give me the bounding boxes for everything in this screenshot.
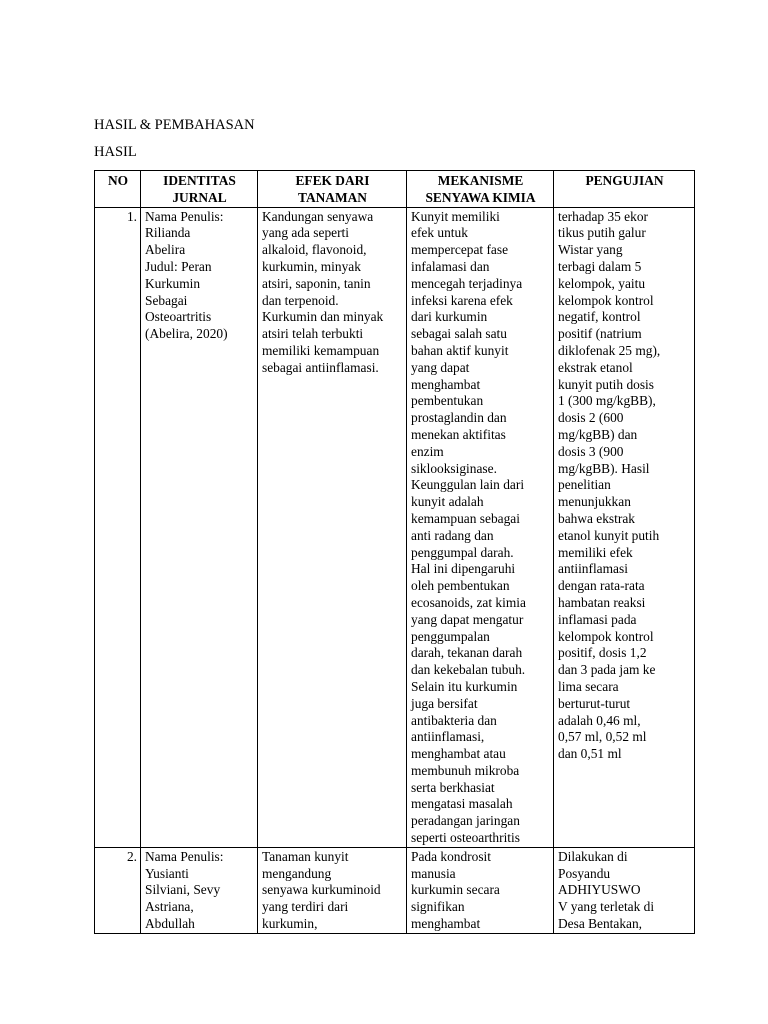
cell-text-line: kurkumin secara (411, 882, 500, 898)
cell-text-line: ADHIYUSWO (558, 882, 641, 898)
cell-text-line: siklooksiginase. (411, 460, 497, 476)
cell-text-line: Nama Penulis: (145, 208, 224, 224)
cell-text-line: memiliki efek (558, 544, 633, 560)
cell-text-line: Judul: Peran (145, 258, 212, 274)
cell-text-line: penelitian (558, 477, 611, 493)
cell-text-line: yang ada seperti (262, 225, 349, 241)
cell-text-line: negatif, kontrol (558, 309, 641, 325)
cell-text-line: TANAMAN (298, 189, 367, 205)
cell-text-line: bahan aktif kunyit (411, 342, 509, 358)
subsection-heading: HASIL (94, 144, 137, 160)
cell-text-line: PENGUJIAN (585, 173, 664, 188)
cell-text-line: mg/kgBB). Hasil (558, 460, 650, 476)
identitas-jurnal-cell (141, 207, 258, 847)
cell-text-line: mengandung (262, 865, 332, 881)
cell-text-line: lima secara (558, 678, 619, 694)
cell-text-line: Kurkumin dan minyak (262, 309, 384, 325)
cell-text-line: MEKANISME (437, 173, 524, 188)
cell-text-line: infalamasi dan (411, 258, 490, 274)
cell-text-line: menghambat atau (411, 746, 506, 762)
cell-text-line: kemampuan sebagai (411, 510, 520, 526)
cell-text-line: Posyandu (558, 865, 611, 881)
section-heading: HASIL & PEMBAHASAN (94, 117, 255, 133)
cell-text-line: mencegah terjadinya (411, 275, 523, 291)
cell-text-line: mempercepat fase (411, 242, 509, 258)
cell-text-line: menghambat (411, 916, 481, 932)
cell-text-line: menghambat (411, 376, 481, 392)
cell-text-line: Dilakukan di (558, 848, 628, 864)
cell-text-line: oleh pembentukan (411, 578, 510, 594)
cell-text-line: menekan aktifitas (411, 426, 506, 442)
cell-text-line: dan kekebalan tubuh. (411, 662, 526, 678)
cell-text-line: mengatasi masalah (411, 796, 513, 812)
cell-text-line: kunyit putih dosis (558, 376, 654, 392)
cell-text-line: antibakteria dan (411, 712, 497, 728)
cell-text-line: Hal ini dipengaruhi (411, 561, 516, 577)
cell-text-line: ekstrak etanol (558, 359, 633, 375)
cell-text-line: Sebagai (145, 292, 188, 308)
header-no (95, 171, 141, 208)
cell-text-line: dan 3 pada jam ke (558, 662, 656, 678)
cell-text-line: menunjukkan (558, 494, 631, 510)
row-number: 1. (95, 207, 141, 847)
cell-text-line: Kandungan senyawa (262, 208, 374, 224)
cell-text-line: tikus putih galur (558, 225, 646, 241)
cell-text-line: NO (107, 173, 129, 188)
cell-text-line: 1 (300 mg/kgBB), (558, 393, 656, 409)
cell-text-line: Kunyit memiliki (411, 208, 500, 224)
cell-text-line: etanol kunyit putih (558, 527, 660, 543)
cell-text-line: yang terdiri dari (262, 899, 349, 915)
cell-text-line: Yusianti (145, 865, 189, 881)
cell-text-line: kelompok kontrol (558, 292, 654, 308)
cell-text-line: sebagai antiinflamasi. (262, 359, 379, 375)
cell-text-line: Abelira (145, 242, 186, 258)
cell-text-line: kurkumin, minyak (262, 258, 361, 274)
cell-text-line: inflamasi pada (558, 611, 637, 627)
mekanisme-cell (407, 207, 554, 847)
cell-text-line: Astriana, (145, 899, 194, 915)
cell-text-line: kunyit adalah (411, 494, 484, 510)
cell-text-line: yang dapat mengatur (411, 611, 524, 627)
cell-text-line: juga bersifat (411, 695, 478, 711)
table-row (95, 847, 695, 933)
cell-text-line: pembentukan (411, 393, 484, 409)
cell-text-line: (Abelira, 2020) (145, 326, 228, 342)
cell-text-line: penggumpal darah. (411, 544, 514, 560)
cell-text-line: bahwa ekstrak (558, 510, 635, 526)
header-mekanisme-senyawa-kimia (407, 171, 554, 208)
cell-text-line: Desa Bentakan, (558, 916, 643, 932)
cell-text-line: Nama Penulis: (145, 848, 224, 864)
header-identitas-jurnal (141, 171, 258, 208)
cell-text-line: positif (natrium (558, 326, 642, 342)
cell-text-line: Kurkumin (145, 275, 201, 291)
cell-text-line: adalah 0,46 ml, (558, 712, 641, 728)
cell-text-line: infeksi karena efek (411, 292, 513, 308)
cell-text-line: Rilianda (145, 225, 191, 241)
cell-text-line: V yang terletak di (558, 899, 655, 915)
cell-text-line: terhadap 35 ekor (558, 208, 648, 224)
cell-text-line: 0,57 ml, 0,52 ml (558, 729, 647, 745)
cell-text-line: JURNAL (172, 189, 227, 205)
cell-text-line: Silviani, Sevy (145, 882, 221, 898)
table-row (95, 207, 695, 847)
row-number: 2. (95, 847, 141, 933)
results-table (94, 170, 695, 934)
cell-text-line: darah, tekanan darah (411, 645, 523, 661)
cell-text-line: Abdullah (145, 916, 195, 932)
table-header-row (95, 171, 695, 208)
cell-text-line: positif, dosis 1,2 (558, 645, 647, 661)
cell-text-line: berturut-turut (558, 695, 631, 711)
cell-text-line: penggumpalan (411, 628, 490, 644)
efek-tanaman-cell (258, 847, 407, 933)
cell-text-line: prostaglandin dan (411, 410, 507, 426)
cell-text-line: Pada kondrosit (411, 848, 491, 864)
cell-text-line: signifikan (411, 899, 465, 915)
cell-text-line: seperti osteoarthritis (411, 830, 520, 846)
cell-text-line: serta berkhasiat (411, 779, 495, 795)
cell-text-line: kelompok kontrol (558, 628, 654, 644)
cell-text-line: kurkumin, (262, 916, 318, 932)
header-efek-dari-tanaman (258, 171, 407, 208)
cell-text-line: dosis 2 (600 (558, 410, 624, 426)
identitas-jurnal-cell (141, 847, 258, 933)
cell-text-line: hambatan reaksi (558, 594, 646, 610)
mekanisme-cell (407, 847, 554, 933)
cell-text-line: enzim (411, 443, 444, 459)
cell-text-line: dari kurkumin (411, 309, 488, 325)
cell-text-line: alkaloid, flavonoid, (262, 242, 367, 258)
cell-text-line: anti radang dan (411, 527, 494, 543)
cell-text-line: manusia (411, 865, 456, 881)
cell-text-line: Tanaman kunyit (262, 848, 349, 864)
cell-text-line: antiinflamasi (558, 561, 628, 577)
header-pengujian (554, 171, 695, 208)
cell-text-line: peradangan jaringan (411, 813, 520, 829)
efek-tanaman-cell (258, 207, 407, 847)
cell-text-line: Selain itu kurkumin (411, 678, 518, 694)
cell-text-line: dengan rata-rata (558, 578, 645, 594)
pengujian-cell (554, 207, 695, 847)
cell-text-line: Keunggulan lain dari (411, 477, 525, 493)
cell-text-line: EFEK DARI (295, 173, 370, 188)
cell-text-line: IDENTITAS (163, 173, 236, 188)
cell-text-line: SENYAWA KIMIA (425, 189, 536, 205)
cell-text-line: dan 0,51 ml (558, 746, 622, 762)
cell-text-line: dan terpenoid. (262, 292, 339, 308)
cell-text-line: memiliki kemampuan (262, 342, 380, 358)
cell-text-line: ecosanoids, zat kimia (411, 594, 526, 610)
cell-text-line: efek untuk (411, 225, 468, 241)
cell-text-line: senyawa kurkuminoid (262, 882, 381, 898)
cell-text-line: kelompok, yaitu (558, 275, 646, 291)
cell-text-line: terbagi dalam 5 (558, 258, 642, 274)
cell-text-line: membunuh mikroba (411, 762, 520, 778)
cell-text-line: Wistar yang (558, 242, 623, 258)
cell-text-line: Osteoartritis (145, 309, 212, 325)
cell-text-line: atsiri telah terbukti (262, 326, 364, 342)
cell-text-line: yang dapat (411, 359, 470, 375)
cell-text-line: diklofenak 25 mg), (558, 342, 661, 358)
cell-text-line: dosis 3 (900 (558, 443, 624, 459)
cell-text-line: antiinflamasi, (411, 729, 485, 745)
pengujian-cell (554, 847, 695, 933)
cell-text-line: mg/kgBB) dan (558, 426, 638, 442)
cell-text-line: atsiri, saponin, tanin (262, 275, 371, 291)
cell-text-line: sebagai salah satu (411, 326, 507, 342)
